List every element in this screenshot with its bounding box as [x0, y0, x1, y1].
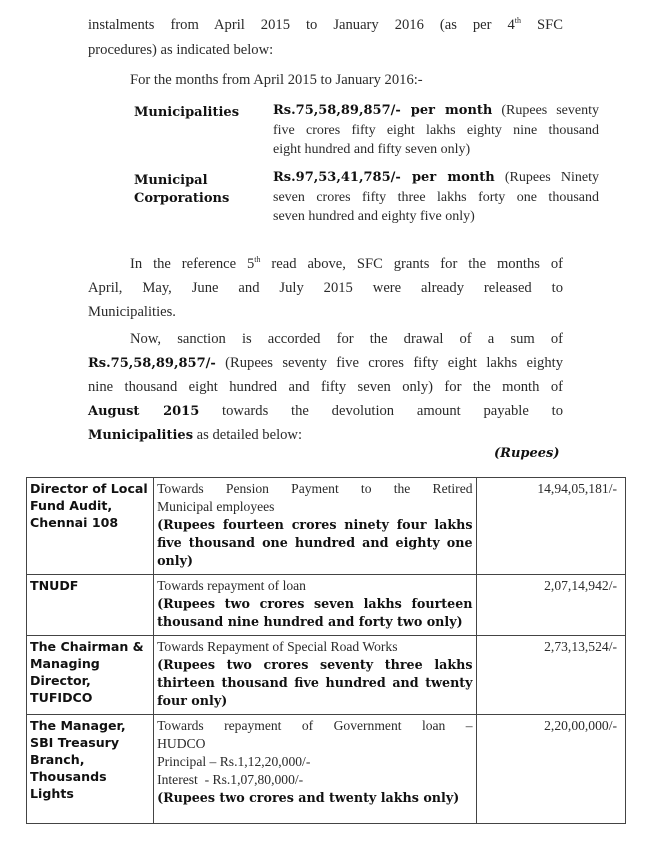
payee-cell: [27, 575, 154, 636]
reference-line-3: Municipalities.: [88, 304, 176, 320]
words-line: only): [157, 553, 193, 568]
amount-cell: 2,20,00,000/-: [476, 715, 625, 824]
payee-line: Branch,: [30, 752, 85, 767]
allocation-words: seven hundred and eighty five only): [273, 209, 475, 224]
grants-table: [26, 477, 626, 824]
payee-line: SBI Treasury: [30, 735, 120, 750]
label-line: Municipal: [134, 173, 208, 188]
sanction-amount: Rs.75,58,89,857/-: [88, 356, 216, 371]
payee-cell: [27, 478, 154, 575]
payee-line: Fund Audit,: [30, 498, 113, 513]
allocation-words: (Rupees seventy: [501, 103, 599, 118]
description-line: HUDCO: [157, 736, 206, 751]
allocation-words: seven crores fifty three lakhs forty one thousand: [273, 189, 599, 205]
allocation-line: [273, 101, 599, 121]
description-cell: [154, 636, 476, 715]
amount-cell: 2,07,14,942/-: [476, 575, 625, 636]
words-line: four only): [157, 693, 228, 708]
description-line: Interest - Rs.1,07,80,000/-: [157, 772, 304, 787]
sanction-month: August 2015: [88, 404, 200, 419]
allocation-line: [273, 168, 599, 188]
sanction-line-5: [88, 423, 563, 448]
allocation-municipalities: [273, 101, 599, 160]
payee-cell: [27, 715, 154, 824]
table-row: [27, 715, 626, 824]
sanction-line-4: [88, 399, 563, 424]
allocation-amount: Rs.75,58,89,857/- per month: [273, 103, 493, 118]
words-line: thirteen thousand five hundred and twenty: [157, 675, 473, 690]
intro-text: instalments from April 2015 to January 2016 (as per 4: [88, 17, 515, 33]
description-line: Principal – Rs.1,12,20,000/-: [157, 754, 311, 769]
label-line: Corporations: [134, 191, 230, 206]
amount-in-words: [157, 595, 472, 631]
payee-line: Managing: [30, 656, 100, 671]
sanction-line-3: nine thousand eight hundred and fifty seven only) for the month of: [88, 379, 563, 395]
sanction-payee: Municipalities: [88, 428, 194, 443]
reference-line-2: April, May, June and July 2015 were already released to: [88, 280, 563, 296]
allocation-amount: Rs.97,53,41,785/- per month: [273, 170, 495, 185]
words-line: thousand nine hundred and forty two only): [157, 614, 463, 629]
sanction-line-2: [88, 351, 563, 376]
payee-line: Director,: [30, 673, 91, 688]
table-row: [27, 575, 626, 636]
sanction-text: (Rupees seventy five crores fifty eight lakhs eighty: [215, 355, 563, 371]
sanction-text: as detailed below:: [193, 427, 303, 443]
sanction-line-1: Now, sanction is accorded for the drawal of a sum of: [130, 331, 563, 347]
superscript: th: [254, 255, 261, 264]
allocation-words: eight hundred and fifty seven only): [273, 142, 471, 157]
amount-in-words: [157, 516, 472, 570]
amount-cell: 14,94,05,181/-: [476, 478, 625, 575]
words-line: (Rupees two crores and twenty lakhs only): [157, 790, 460, 805]
description-line: Towards repayment of loan: [157, 578, 306, 593]
payee-line: TUFIDCO: [30, 690, 93, 705]
payee-line: The Chairman &: [30, 639, 144, 654]
payee-line: Thousands: [30, 769, 107, 784]
description-cell: [154, 575, 476, 636]
table-unit-label: (Rupees): [494, 446, 560, 461]
allocation-label-municipalities: Municipalities: [134, 105, 240, 120]
payee-line: Lights: [30, 786, 74, 801]
payee-line: Director of Local: [30, 481, 148, 496]
description-line: Municipal employees: [157, 499, 275, 514]
intro-text-end: SFC: [521, 17, 563, 33]
description-cell: [154, 478, 476, 575]
description-line: Towards Pension Payment to the Retired: [157, 481, 473, 496]
words-line: (Rupees two crores seven lakhs fourteen: [157, 596, 473, 611]
allocation-corporations: [273, 168, 599, 227]
reference-text: In the reference 5: [130, 256, 255, 272]
table-row: [27, 478, 626, 575]
amount-in-words: [157, 789, 472, 807]
reference-text: read above, SFC grants for the months of: [260, 256, 563, 272]
reference-line-1: [130, 252, 563, 277]
payee-line: Chennai 108: [30, 515, 119, 530]
table-row: [27, 636, 626, 715]
payee-line: The Manager,: [30, 718, 126, 733]
allocation-label-corporations: [134, 172, 269, 208]
words-line: (Rupees two crores seventy three lakhs: [157, 657, 473, 672]
payee-cell: [27, 636, 154, 715]
intro-line-2: procedures) as indicated below:: [88, 42, 274, 58]
months-heading: For the months from April 2015 to January 2016:-: [130, 72, 423, 88]
words-line: (Rupees fourteen crores ninety four lakhs: [157, 517, 473, 532]
allocation-words: five crores fifty eight lakhs eighty nine thousand: [273, 122, 599, 138]
superscript: th: [514, 16, 522, 25]
amount-cell: 2,73,13,524/-: [476, 636, 625, 715]
description-cell: [154, 715, 476, 824]
description-line: Towards repayment of Government loan –: [157, 718, 473, 733]
amount-in-words: [157, 656, 472, 710]
sanction-text: towards the devolution amount payable to: [199, 403, 563, 419]
payee-line: TNUDF: [30, 578, 79, 593]
words-line: five thousand one hundred and eighty one: [157, 535, 473, 550]
description-line: Towards Repayment of Special Road Works: [157, 639, 398, 654]
intro-line-1: [88, 13, 563, 38]
allocation-words: (Rupees Ninety: [504, 170, 600, 185]
